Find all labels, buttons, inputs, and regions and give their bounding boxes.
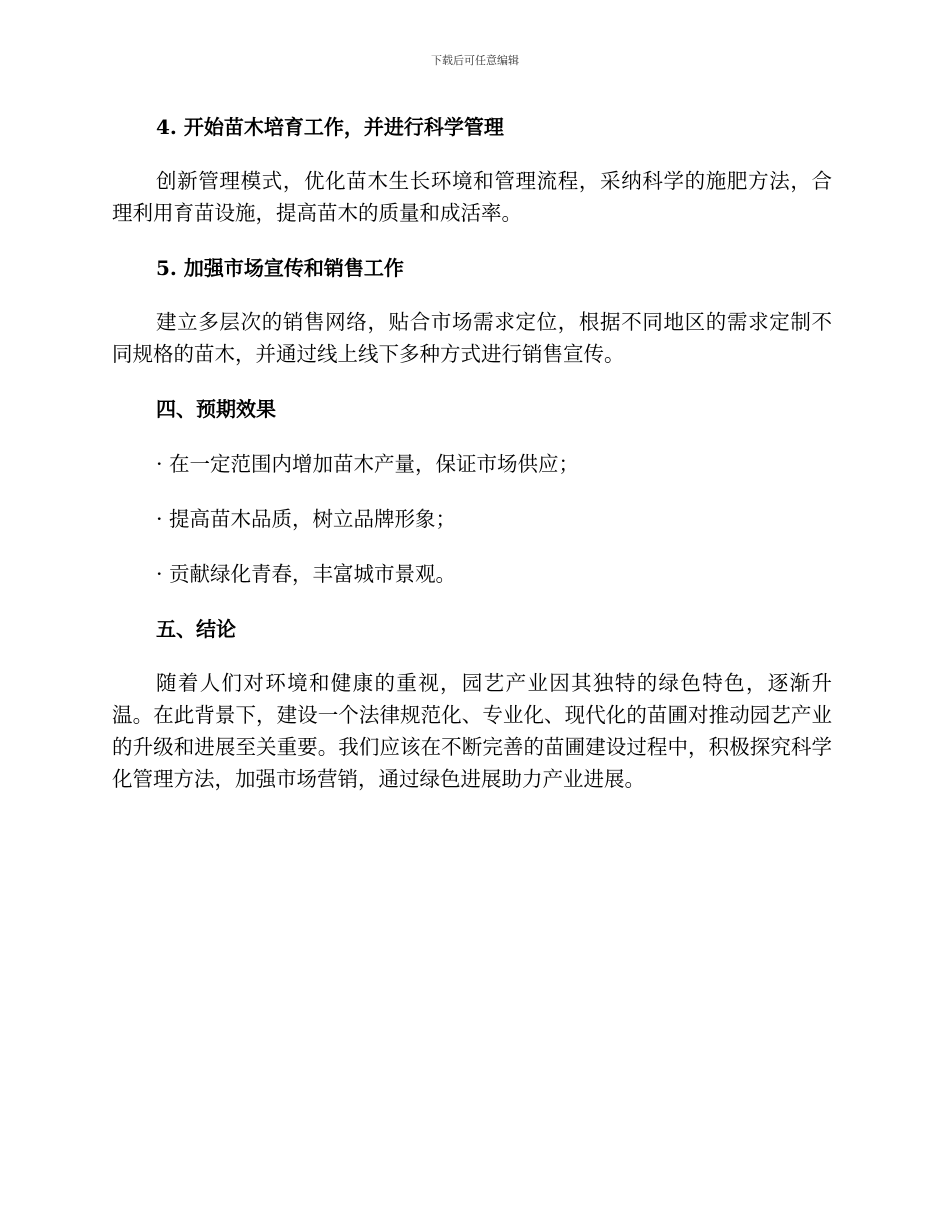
conclusion-heading: 五、结论: [156, 617, 236, 641]
bullet-item: · 在一定范围内增加苗木产量，保证市场供应；: [156, 452, 580, 476]
section-4-paragraph: 创新管理模式，优化苗木生长环境和管理流程，采纳科学的施肥方法，合理利用育苗设施，提高苗木的质量和成活率。: [112, 169, 832, 225]
conclusion-paragraph: 随着人们对环境和健康的重视，园艺产业因其独特的绿色特色，逐渐升温。在此背景下，建设一个法律规范化、专业化、现代化的苗圃对推动园艺产业的升级和进展至关重要。我们应该在不断完善的苗圃建设过程中，积极探究科学化管理方法，加强市场营销，通过绿色进展助力产业进展。: [112, 671, 832, 791]
expected-results-heading: 四、预期效果: [156, 397, 276, 421]
section-5-paragraph: 建立多层次的销售网络，贴合市场需求定位，根据不同地区的需求定制不同规格的苗木，并通过线上线下多种方式进行销售宣传。: [112, 310, 832, 366]
bullet-item: · 贡献绿化青春，丰富城市景观。: [156, 562, 457, 586]
document-body: [112, 112, 832, 795]
bullet-item: · 提高苗木品质，树立品牌形象；: [156, 507, 457, 531]
section-5-heading: 5. 加强市场宣传和销售工作: [156, 256, 404, 280]
section-4-heading: 4. 开始苗木培育工作，并进行科学管理: [156, 115, 504, 139]
page-header-note: 下载后可任意编辑: [431, 54, 519, 67]
